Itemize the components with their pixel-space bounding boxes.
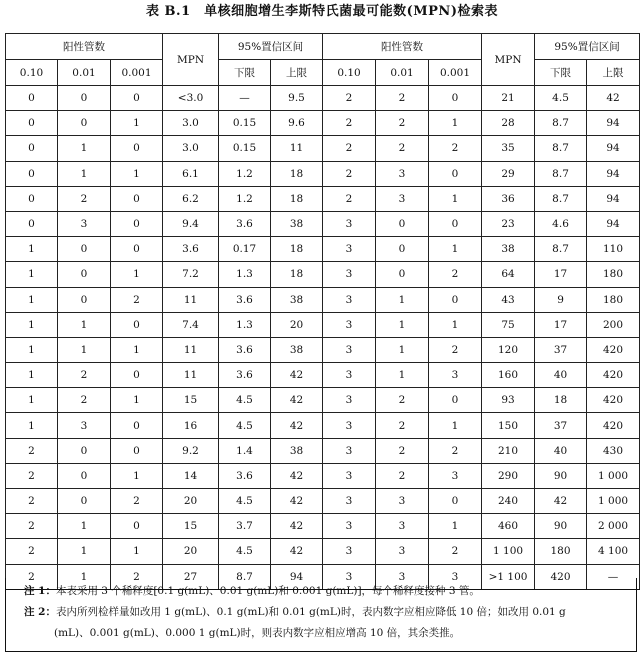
table-cell: 3 [376, 186, 429, 211]
table-cell: 2 [429, 438, 482, 463]
ci-header-right: 95%置信区间 [535, 34, 640, 60]
table-row [6, 438, 640, 463]
table-cell: 7.2 [163, 262, 219, 287]
table-cell: 6.2 [163, 186, 219, 211]
table-cell: 90 [535, 463, 587, 488]
table-cell: 40 [535, 363, 587, 388]
table-cell: 210 [482, 438, 535, 463]
table-cell: 1 [376, 287, 429, 312]
table-cell: 420 [587, 337, 640, 362]
table-cell: 2 [6, 463, 58, 488]
table-cell: 38 [271, 337, 323, 362]
table-cell: 3.6 [219, 463, 271, 488]
table-row [6, 363, 640, 388]
table-cell: 160 [482, 363, 535, 388]
table-cell: 2 [111, 564, 163, 589]
table-cell: 0 [111, 86, 163, 111]
table-cell: 1 [111, 161, 163, 186]
table-cell: 11 [271, 136, 323, 161]
table-cell: 0 [6, 136, 58, 161]
table-cell: 3.6 [219, 363, 271, 388]
table-cell: 1 [429, 186, 482, 211]
table-row [6, 211, 640, 236]
table-cell: 4.5 [219, 489, 271, 514]
table-cell: 94 [587, 161, 640, 186]
table-cell: 1 [6, 388, 58, 413]
table-cell: 3 [376, 514, 429, 539]
table-cell: 0 [58, 489, 111, 514]
table-cell: 8.7 [535, 186, 587, 211]
table-cell: 110 [587, 237, 640, 262]
table-cell: 3 [323, 438, 376, 463]
table-cell: 1 [376, 312, 429, 337]
table-cell: 38 [271, 287, 323, 312]
table-cell: 28 [482, 111, 535, 136]
table-cell: 0 [58, 262, 111, 287]
table-cell: 8.7 [535, 237, 587, 262]
table-cell: 430 [587, 438, 640, 463]
table-row [6, 111, 640, 136]
table-cell: >1 100 [482, 564, 535, 589]
table-cell: 2 [376, 388, 429, 413]
table-cell: 1.3 [219, 312, 271, 337]
table-row [6, 262, 640, 287]
table-cell: 1.3 [219, 262, 271, 287]
dilution-header: 0.001 [111, 60, 163, 86]
table-cell: 0 [429, 388, 482, 413]
table-cell: 42 [271, 514, 323, 539]
dilution-header: 0.10 [6, 60, 58, 86]
table-cell: 0.17 [219, 237, 271, 262]
table-cell: 7.4 [163, 312, 219, 337]
upper-header: 上限 [587, 60, 640, 86]
table-cell: 2 [376, 463, 429, 488]
note-line [24, 581, 636, 602]
table-cell: 420 [587, 413, 640, 438]
table-cell: 3.0 [163, 111, 219, 136]
table-cell: 2 [6, 489, 58, 514]
table-cell: 240 [482, 489, 535, 514]
table-cell: 42 [271, 413, 323, 438]
table-cell: 2 [376, 86, 429, 111]
table-cell: 1.2 [219, 161, 271, 186]
table-cell: 2 [376, 413, 429, 438]
table-cell: 75 [482, 312, 535, 337]
table-cell: 0 [58, 237, 111, 262]
table-cell: 3 [323, 363, 376, 388]
table-cell: 0 [58, 438, 111, 463]
table-cell: 3 [323, 489, 376, 514]
table-cell: 3 [429, 363, 482, 388]
table-cell: 0 [58, 287, 111, 312]
table-cell: 6.1 [163, 161, 219, 186]
table-cell: 2 [376, 111, 429, 136]
table-row [6, 312, 640, 337]
table-cell: — [219, 86, 271, 111]
note-label: 注 2： [24, 606, 56, 618]
table-cell: 9.5 [271, 86, 323, 111]
table-cell: 38 [271, 438, 323, 463]
table-cell: 42 [587, 86, 640, 111]
table-cell: 0 [6, 186, 58, 211]
table-cell: 1 [6, 312, 58, 337]
table-cell: 0 [429, 161, 482, 186]
table-cell: 3 [376, 539, 429, 564]
table-cell: 2 [323, 161, 376, 186]
table-cell: 27 [163, 564, 219, 589]
table-cell: <3.0 [163, 86, 219, 111]
ci-header: 95%置信区间 [219, 34, 323, 60]
table-cell: 1 [6, 413, 58, 438]
table-cell: 9.4 [163, 211, 219, 236]
table-cell: 2 [58, 388, 111, 413]
table-cell: 2 [323, 186, 376, 211]
table-cell: 0 [58, 86, 111, 111]
table-cell: 8.7 [219, 564, 271, 589]
table-cell: 18 [535, 388, 587, 413]
table-cell: 11 [163, 287, 219, 312]
table-cell: 8.7 [535, 161, 587, 186]
table-cell: 4.5 [219, 539, 271, 564]
table-cell: 94 [271, 564, 323, 589]
table-cell: 1 [429, 413, 482, 438]
table-cell: 2 [6, 438, 58, 463]
note-text: 表内所列检样量如改用 1 g(mL)、0.1 g(mL)和 0.01 g(mL)时，表内数字应相应降低 10 倍；如改用 0.01 g [55, 606, 566, 618]
table-cell: 94 [587, 111, 640, 136]
table-cell: 3 [323, 312, 376, 337]
table-cell: 20 [163, 539, 219, 564]
mpn-header-right: MPN [482, 34, 535, 86]
lower-header: 下限 [219, 60, 271, 86]
table-cell: 180 [535, 539, 587, 564]
table-cell: 94 [587, 186, 640, 211]
table-cell: 3 [323, 413, 376, 438]
table-cell: 9.6 [271, 111, 323, 136]
table-cell: 1 000 [587, 489, 640, 514]
table-cell: 0 [6, 111, 58, 136]
table-cell: 3 [323, 514, 376, 539]
table-row [6, 514, 640, 539]
table-cell: 4.6 [535, 211, 587, 236]
notes-section [5, 578, 637, 652]
table-cell: 3.6 [219, 337, 271, 362]
table-cell: 0.15 [219, 136, 271, 161]
note-text: (mL)、0.001 g(mL)、0.000 1 g(mL)时，则表内数字应相应增高 10 倍，其余类推。 [54, 627, 461, 639]
table-cell: 2 [6, 514, 58, 539]
table-cell: 1 [58, 539, 111, 564]
table-cell: 9 [535, 287, 587, 312]
table-cell: 1 [429, 312, 482, 337]
table-cell: 42 [535, 489, 587, 514]
table-cell: 42 [271, 363, 323, 388]
table-cell: 15 [163, 388, 219, 413]
table-cell: 0 [58, 111, 111, 136]
table-cell: 3 [429, 564, 482, 589]
table-cell: 2 [6, 539, 58, 564]
table-cell: 1 [58, 564, 111, 589]
table-cell: 2 [429, 539, 482, 564]
table-cell: 42 [271, 489, 323, 514]
table-cell: 16 [163, 413, 219, 438]
table-cell: 0 [376, 237, 429, 262]
table-cell: 0 [111, 312, 163, 337]
table-cell: 2 [376, 438, 429, 463]
table-cell: 15 [163, 514, 219, 539]
table-cell: 3 [323, 388, 376, 413]
table-body [6, 86, 640, 590]
table-cell: 3.6 [219, 287, 271, 312]
table-cell: 1 [6, 287, 58, 312]
table-cell: 36 [482, 186, 535, 211]
table-cell: 0 [429, 86, 482, 111]
table-cell: 20 [271, 312, 323, 337]
table-cell: 94 [587, 211, 640, 236]
table-cell: 4.5 [219, 413, 271, 438]
table-cell: 180 [587, 262, 640, 287]
table-cell: 4 100 [587, 539, 640, 564]
note-line [24, 623, 636, 644]
table-cell: 2 [111, 287, 163, 312]
table-cell: 120 [482, 337, 535, 362]
table-cell: 2 [323, 136, 376, 161]
table-cell: 3 [323, 211, 376, 236]
table-cell: 1 [429, 514, 482, 539]
table-cell: 0 [429, 211, 482, 236]
table-cell: 1 [58, 161, 111, 186]
table-cell: 40 [535, 438, 587, 463]
table-cell: 0 [429, 287, 482, 312]
positive-tubes-header: 阳性管数 [6, 34, 163, 60]
table-cell: 3 [323, 564, 376, 589]
note-line [24, 602, 636, 623]
table-cell: 1 000 [587, 463, 640, 488]
table-cell: 3 [323, 539, 376, 564]
table-cell: 2 [323, 86, 376, 111]
table-cell: 90 [535, 514, 587, 539]
table-cell: 2 [58, 363, 111, 388]
table-cell: 420 [587, 363, 640, 388]
table-cell: 14 [163, 463, 219, 488]
table-cell: 1 [376, 337, 429, 362]
table-cell: 2 [58, 186, 111, 211]
table-cell: 42 [271, 539, 323, 564]
table-cell: 1 [111, 262, 163, 287]
table-cell: 9.2 [163, 438, 219, 463]
table-cell: 1 [6, 237, 58, 262]
table-cell: 2 [429, 262, 482, 287]
table-cell: 37 [535, 413, 587, 438]
table-cell: 1 [111, 337, 163, 362]
table-cell: 17 [535, 262, 587, 287]
table-cell: 1 [429, 111, 482, 136]
table-cell: 3 [323, 237, 376, 262]
upper-header: 上限 [271, 60, 323, 86]
table-cell: 23 [482, 211, 535, 236]
table-row [6, 186, 640, 211]
table-cell: 38 [271, 211, 323, 236]
table-cell: 42 [271, 463, 323, 488]
dilution-header: 0.10 [323, 60, 376, 86]
table-cell: 3 [429, 463, 482, 488]
lower-header: 下限 [535, 60, 587, 86]
table-cell: 29 [482, 161, 535, 186]
table-cell: 180 [587, 287, 640, 312]
header-row-1 [6, 34, 640, 60]
table-cell: 1 [111, 388, 163, 413]
table-row [6, 489, 640, 514]
table-cell: 420 [535, 564, 587, 589]
table-cell: 0 [429, 489, 482, 514]
table-cell: 200 [587, 312, 640, 337]
table-cell: 1 [58, 337, 111, 362]
table-cell: 64 [482, 262, 535, 287]
table-cell: 1 [58, 514, 111, 539]
table-cell: 94 [587, 136, 640, 161]
table-row [6, 539, 640, 564]
table-cell: 20 [163, 489, 219, 514]
table-cell: 18 [271, 161, 323, 186]
table-cell: 1 [6, 262, 58, 287]
table-cell: 42 [271, 388, 323, 413]
table-cell: 0 [111, 211, 163, 236]
table-cell: 0 [376, 262, 429, 287]
table-cell: 37 [535, 337, 587, 362]
table-cell: 93 [482, 388, 535, 413]
table-cell: 3.6 [163, 237, 219, 262]
table-cell: 3 [58, 211, 111, 236]
table-cell: 3 [376, 564, 429, 589]
table-cell: 11 [163, 337, 219, 362]
table-cell: 1 [58, 136, 111, 161]
table-cell: 18 [271, 186, 323, 211]
table-cell: 3 [376, 489, 429, 514]
table-cell: 18 [271, 237, 323, 262]
table-cell: 4.5 [535, 86, 587, 111]
table-cell: 3 [323, 337, 376, 362]
table-cell: 17 [535, 312, 587, 337]
table-row [6, 161, 640, 186]
table-cell: 18 [271, 262, 323, 287]
table-cell: 0 [111, 237, 163, 262]
table-cell: 0.15 [219, 111, 271, 136]
table-cell: 0 [111, 363, 163, 388]
table-row [6, 463, 640, 488]
table-cell: 21 [482, 86, 535, 111]
table-cell: 4.5 [219, 388, 271, 413]
table-cell: 0 [6, 86, 58, 111]
table-cell: 2 [376, 136, 429, 161]
table-cell: 460 [482, 514, 535, 539]
table-cell: — [587, 564, 640, 589]
table-cell: 150 [482, 413, 535, 438]
table-cell: 3.6 [219, 211, 271, 236]
table-row [6, 388, 640, 413]
table-cell: 3 [323, 463, 376, 488]
table-cell: 1 [376, 363, 429, 388]
table-cell: 11 [163, 363, 219, 388]
table-cell: 2 [429, 337, 482, 362]
table-row [6, 86, 640, 111]
mpn-header: MPN [163, 34, 219, 86]
dilution-header: 0.001 [429, 60, 482, 86]
table-row [6, 237, 640, 262]
table-cell: 2 000 [587, 514, 640, 539]
table-cell: 8.7 [535, 111, 587, 136]
note-text: 本表采用 3 个稀释度[0.1 g(mL)、0.01 g(mL)和 0.001 g(mL)]，每个稀释度接种 3 管。 [55, 585, 480, 597]
table-cell: 2 [6, 564, 58, 589]
table-cell: 420 [587, 388, 640, 413]
table-cell: 1 [6, 337, 58, 362]
table-row [6, 287, 640, 312]
table-cell: 2 [111, 489, 163, 514]
table-cell: 1.4 [219, 438, 271, 463]
table-cell: 3.0 [163, 136, 219, 161]
table-cell: 0 [111, 136, 163, 161]
table-cell: 43 [482, 287, 535, 312]
table-cell: 0 [376, 211, 429, 236]
table-title: 表 B.1 单核细胞增生李斯特氏菌最可能数(MPN)检索表 [146, 4, 498, 19]
table-cell: 0 [111, 186, 163, 211]
table-cell: 38 [482, 237, 535, 262]
table-cell: 1.2 [219, 186, 271, 211]
table-cell: 3 [376, 161, 429, 186]
header-row-2 [6, 60, 640, 86]
table-cell: 2 [323, 111, 376, 136]
table-cell: 1 100 [482, 539, 535, 564]
table-cell: 2 [429, 136, 482, 161]
table-cell: 290 [482, 463, 535, 488]
table-cell: 0 [111, 514, 163, 539]
table-cell: 0 [6, 161, 58, 186]
table-cell: 3 [58, 413, 111, 438]
table-cell: 35 [482, 136, 535, 161]
table-cell: 3.7 [219, 514, 271, 539]
dilution-header: 0.01 [376, 60, 429, 86]
positive-tubes-header-right: 阳性管数 [323, 34, 482, 60]
table-cell: 3 [323, 262, 376, 287]
table-row [6, 136, 640, 161]
table-cell: 1 [111, 111, 163, 136]
table-cell: 0 [58, 463, 111, 488]
table-cell: 1 [58, 312, 111, 337]
table-row [6, 337, 640, 362]
dilution-header: 0.01 [58, 60, 111, 86]
table-cell: 1 [111, 539, 163, 564]
table-cell: 0 [6, 211, 58, 236]
table-cell: 8.7 [535, 136, 587, 161]
table-row [6, 413, 640, 438]
mpn-table [5, 33, 640, 590]
table-cell: 1 [429, 237, 482, 262]
table-cell: 1 [111, 463, 163, 488]
table-cell: 0 [111, 438, 163, 463]
note-label: 注 1： [24, 585, 56, 597]
table-cell: 0 [111, 413, 163, 438]
table-cell: 1 [6, 363, 58, 388]
table-cell: 3 [323, 287, 376, 312]
